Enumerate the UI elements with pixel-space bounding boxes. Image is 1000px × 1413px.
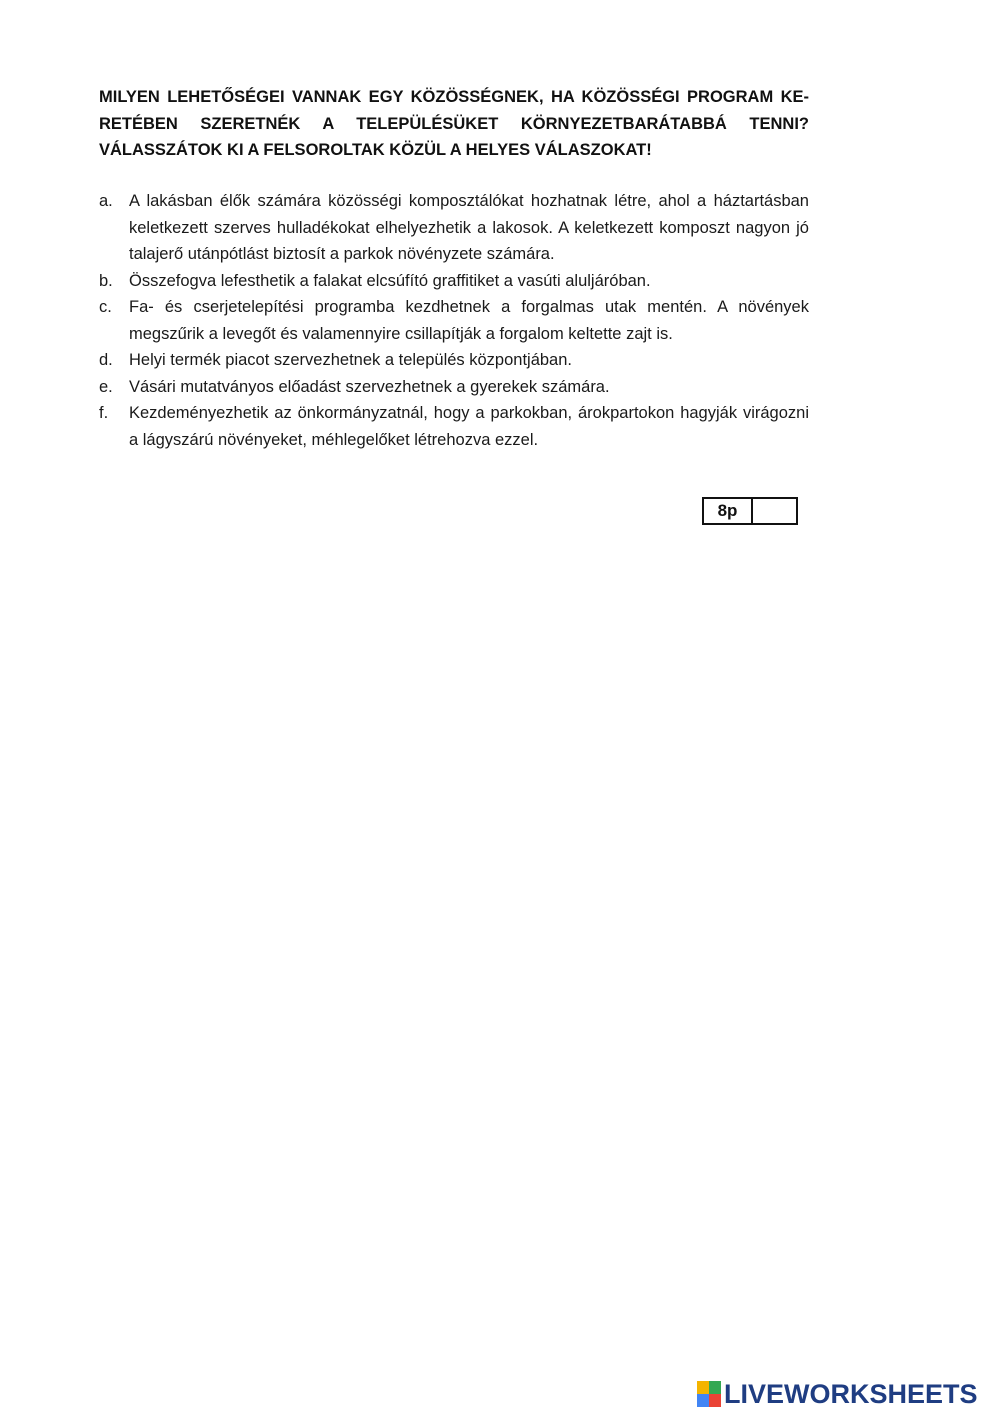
option-text: Kezdeményezhetik az önkormányzatnál, hogy a parkokban, árokpartokon hagyják virágozni a lágyszárú növényeket, méhlegelőket létrehozva ezzel. bbox=[129, 404, 809, 449]
logo-square-red bbox=[709, 1394, 721, 1407]
option-a[interactable] bbox=[99, 188, 809, 268]
liveworksheets-wordmark: LIVEWORKSHEETS bbox=[724, 1379, 978, 1409]
logo-square-blue bbox=[697, 1394, 709, 1407]
question-title: MILYEN LEHETŐSÉGEI VANNAK EGY KÖZÖSSÉGNEK, HA KÖZÖSSÉGI PROGRAM KERETÉBEN SZERETNÉK A TELEPÜLÉSÜKET KÖRNYEZETBARÁTABBÁ TENNI? VÁLASSZÁTOK KI A FELSOROLTAK KÖZÜL A HELYES VÁLASZOKAT! bbox=[99, 88, 809, 159]
option-letter: c. bbox=[99, 298, 112, 316]
option-text: Összefogva lefesthetik a falakat elcsúfító graffitiket a vasúti aluljáróban. bbox=[129, 271, 651, 290]
option-d[interactable] bbox=[99, 347, 809, 374]
option-f[interactable] bbox=[99, 400, 809, 453]
score-input[interactable] bbox=[753, 499, 796, 523]
liveworksheets-logo-icon bbox=[697, 1381, 721, 1407]
option-text: A lakásban élők számára közösségi komposztálókat hozhatnak létre, ahol a háztartásban keletkezett szerves hulladékokat elhelyezhetik a lakosok. A keletkezett komposzt nagyon jó talajerő utánpótlást biztosít a parkok növényzete számára. bbox=[129, 192, 809, 263]
option-e[interactable] bbox=[99, 374, 809, 401]
answer-options-list bbox=[99, 188, 809, 453]
score-box bbox=[702, 497, 798, 525]
option-letter: b. bbox=[99, 271, 113, 290]
option-letter: a. bbox=[99, 192, 113, 210]
liveworksheets-brand bbox=[697, 1378, 978, 1410]
option-letter: d. bbox=[99, 351, 113, 369]
option-letter: f. bbox=[99, 404, 109, 422]
logo-square-yellow bbox=[697, 1381, 709, 1394]
option-text: Helyi termék piacot szervezhetnek a település központjában. bbox=[129, 351, 572, 369]
option-letter: e. bbox=[99, 377, 113, 396]
option-text: Fa- és cserjetelepítési programba kezdhetnek a forgalmas utak mentén. A növények megszűrik a levegőt és valamennyire csillapítják a forgalom keltette zajt is. bbox=[129, 298, 809, 343]
option-b[interactable] bbox=[99, 268, 809, 295]
logo-square-green bbox=[709, 1381, 721, 1394]
score-label: 8p bbox=[704, 499, 753, 523]
option-text: Vásári mutatványos előadást szervezhetnek a gyerekek számára. bbox=[129, 377, 610, 396]
option-c[interactable] bbox=[99, 294, 809, 347]
